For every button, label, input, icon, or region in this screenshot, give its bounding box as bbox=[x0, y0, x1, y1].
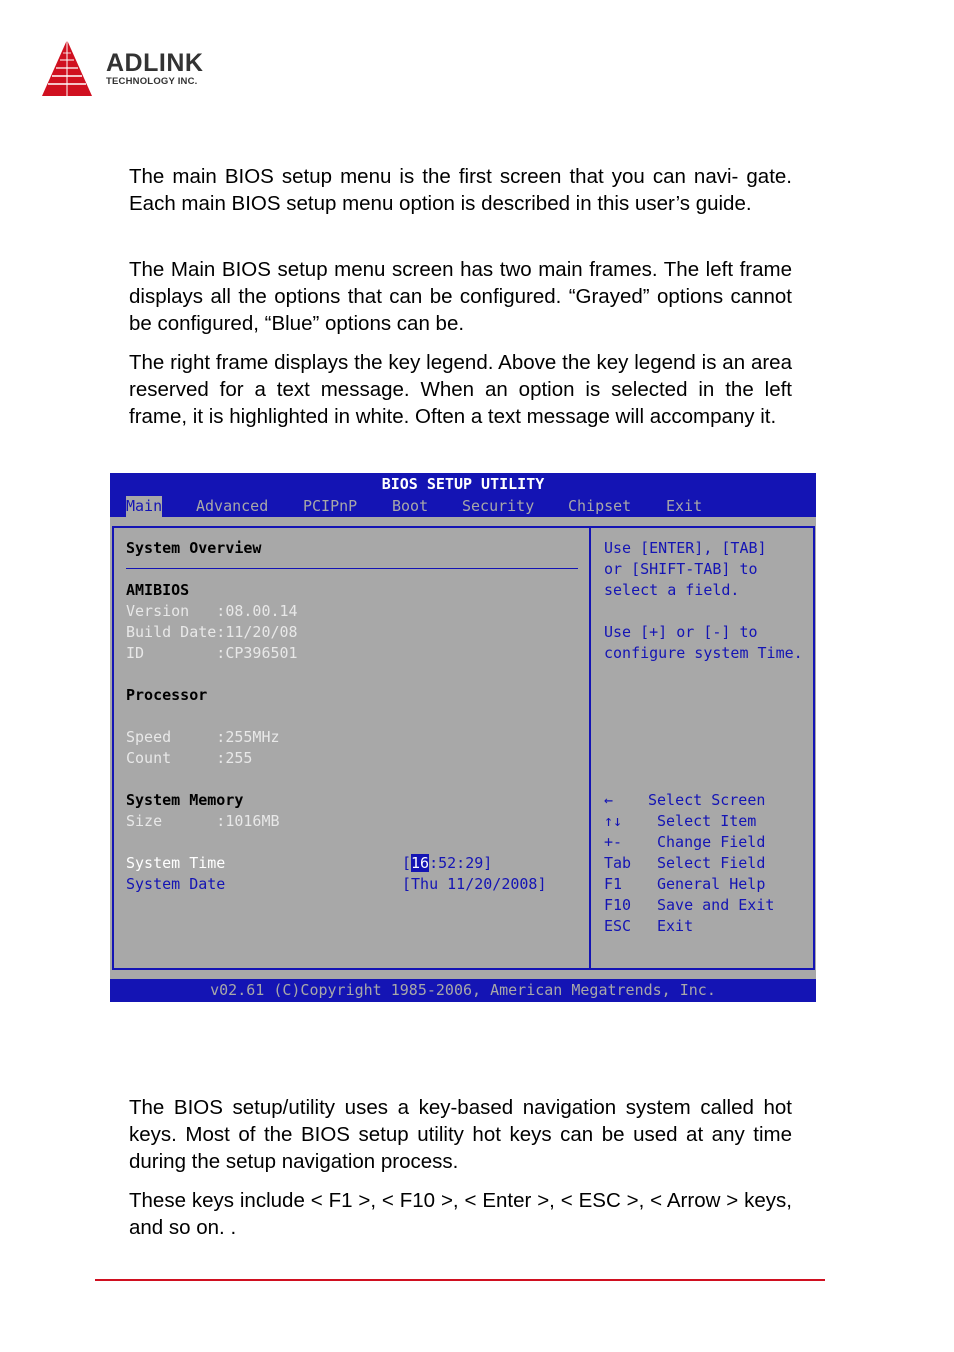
system-time-value[interactable] bbox=[402, 853, 492, 874]
paragraph-hot-keys: The BIOS setup/utility uses a key-based navigation system called hot keys. Most of the BIOS setup utility hot keys can be used at any time during the setup navigation process. bbox=[129, 1096, 792, 1173]
logo-name: ADLINK bbox=[106, 49, 204, 77]
paragraph-keys-include: These keys include < F1 >, < F10 >, < Enter >, < ESC >, < Arrow > keys, and so on. . bbox=[129, 1189, 792, 1239]
bios-build-date: Build Date:11/20/08 bbox=[126, 623, 298, 641]
key-plus-minus: +- bbox=[604, 833, 623, 851]
key-up-down-arrows-icon: ↑↓ bbox=[604, 812, 623, 830]
bios-screenshot bbox=[110, 473, 816, 1002]
key-desc-save-and-exit: Save and Exit bbox=[657, 896, 775, 914]
adlink-triangle-icon bbox=[40, 38, 102, 100]
bios-title-bar: BIOS SETUP UTILITY bbox=[110, 473, 816, 496]
help-line-4: Use [+] or [-] to bbox=[604, 623, 758, 641]
system-overview-heading: System Overview bbox=[126, 539, 262, 557]
bios-menu-security[interactable]: Security bbox=[462, 497, 535, 515]
processor-heading: Processor bbox=[126, 686, 208, 704]
key-desc-select-field: Select Field bbox=[657, 854, 766, 872]
amibios-heading: AMIBIOS bbox=[126, 581, 190, 599]
bios-menu-bar bbox=[110, 496, 816, 517]
paragraph-two-frames: The Main BIOS setup menu screen has two main frames. The left frame displays all the options that can be configured. “Grayed” options cannot be configured, “Blue” options can be. bbox=[129, 258, 792, 335]
bios-menu-pcipnp[interactable]: PCIPnP bbox=[303, 497, 358, 515]
help-line-5: configure system Time. bbox=[604, 644, 803, 662]
system-time-hour-field[interactable]: 16 bbox=[411, 854, 430, 872]
help-line-1: Use [ENTER], [TAB] bbox=[604, 539, 767, 557]
bios-menu-boot[interactable]: Boot bbox=[392, 497, 429, 515]
processor-count: Count :255 bbox=[126, 749, 253, 767]
help-line-2: or [SHIFT-TAB] to bbox=[604, 560, 758, 578]
key-desc-select-screen: Select Screen bbox=[648, 791, 766, 809]
system-time-open-bracket: [ bbox=[402, 854, 412, 872]
bios-frame-divider bbox=[589, 526, 591, 970]
logo-subtitle: TECHNOLOGY INC. bbox=[106, 76, 198, 87]
key-left-arrow-icon: ← bbox=[604, 791, 614, 809]
system-memory-heading: System Memory bbox=[126, 791, 244, 809]
bios-menu-advanced[interactable]: Advanced bbox=[196, 497, 269, 515]
adlink-logo bbox=[40, 38, 240, 100]
processor-speed: Speed :255MHz bbox=[126, 728, 280, 746]
system-time-label[interactable]: System Time bbox=[126, 854, 226, 872]
paragraph-right-frame: The right frame displays the key legend. Above the key legend is an area reserved for a text message. When an option is selected in the left frame, it is highlighted in white. Often a text message will accompany it. bbox=[129, 351, 792, 428]
key-desc-select-item: Select Item bbox=[657, 812, 757, 830]
bios-menu-main[interactable]: Main bbox=[126, 497, 163, 515]
key-desc-exit: Exit bbox=[657, 917, 694, 935]
memory-size: Size :1016MB bbox=[126, 812, 280, 830]
bios-overview-rule bbox=[126, 568, 578, 569]
key-tab: Tab bbox=[604, 854, 632, 872]
key-desc-change-field: Change Field bbox=[657, 833, 766, 851]
key-f10: F10 bbox=[604, 896, 632, 914]
bios-copyright-bar: v02.61 (C)Copyright 1985-2006, American Megatrends, Inc. bbox=[110, 979, 816, 1002]
system-date-value[interactable]: [Thu 11/20/2008] bbox=[402, 875, 547, 893]
key-esc: ESC bbox=[604, 917, 632, 935]
bios-version: Version :08.00.14 bbox=[126, 602, 298, 620]
system-time-rest: :52:29] bbox=[429, 854, 493, 872]
bios-menu-chipset[interactable]: Chipset bbox=[568, 497, 632, 515]
footer-rule bbox=[95, 1279, 825, 1281]
paragraph-main-menu-intro: The main BIOS setup menu is the first screen that you can navi- gate. Each main BIOS setup menu option is described in this user’s guide. bbox=[129, 165, 792, 215]
help-line-3: select a field. bbox=[604, 581, 740, 599]
bios-menu-exit[interactable]: Exit bbox=[666, 497, 703, 515]
key-f1: F1 bbox=[604, 875, 623, 893]
system-date-label[interactable]: System Date bbox=[126, 875, 226, 893]
bios-id: ID :CP396501 bbox=[126, 644, 298, 662]
key-desc-general-help: General Help bbox=[657, 875, 766, 893]
